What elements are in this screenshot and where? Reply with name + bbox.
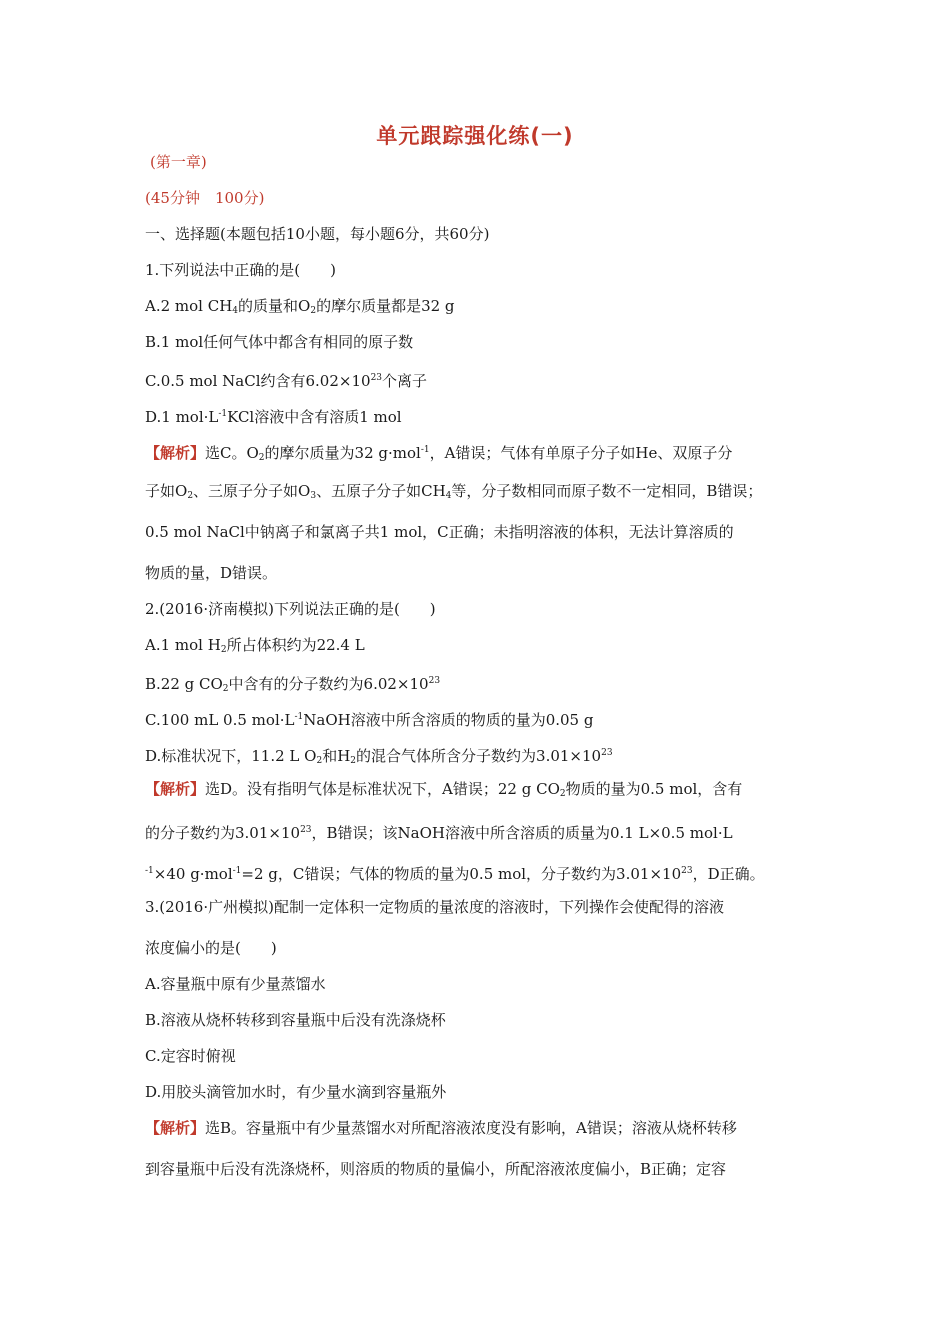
- time-score-label: (45分钟 100分): [145, 189, 265, 207]
- question-1-option-b: B.1 mol任何气体中都含有相同的原子数: [145, 333, 414, 351]
- question-1-explanation-line-3: 0.5 mol NaCl中钠离子和氯离子共1 mol，C正确；未指明溶液的体积，无法计算溶质的: [145, 523, 734, 541]
- page-title: 单元跟踪强化练(一): [376, 124, 574, 148]
- chapter-label: (第一章): [150, 153, 207, 171]
- question-2-explanation-line-3: $^{-1}$×40 g·mol$^{-1}$=2 g，C错误；气体的物质的量为0.5 mol，分子数约为$3.01\times 10^{23}$，D正确。: [145, 865, 765, 883]
- question-2-option-a: A.1 mol $H_2$所占体积约为22.4 L: [145, 636, 365, 655]
- question-3-option-c: C.定容时俯视: [145, 1047, 236, 1065]
- explanation-tag: 【解析】: [145, 780, 206, 798]
- question-3-explanation-line-1: 【解析】选B。容量瓶中有少量蒸馏水对所配溶液浓度没有影响，A错误；溶液从烧杯转移: [145, 1119, 737, 1137]
- question-3-option-a: A.容量瓶中原有少量蒸馏水: [145, 975, 326, 993]
- question-1-option-d: D.1 $mol\cdot L^{-1}KCl$溶液中含有溶质1 mol: [145, 408, 402, 426]
- question-3-option-d: D.用胶头滴管加水时，有少量水滴到容量瓶外: [145, 1083, 447, 1101]
- question-3-option-b: B.溶液从烧杯转移到容量瓶中后没有洗涤烧杯: [145, 1011, 446, 1029]
- question-3-stem-line-2: 浓度偏小的是( ): [145, 939, 277, 957]
- question-1-option-c: C.0.5 mol NaCl约含有$6.02\times 10^{23}$个离子: [145, 372, 428, 390]
- question-1-explanation-line-4: 物质的量，D错误。: [145, 564, 278, 582]
- question-2-option-b: B.22 g $CO_2$中含有的分子数约为$6.02\times 10^{23}$: [145, 675, 441, 694]
- question-1-stem: 1.下列说法中正确的是( ): [145, 261, 337, 279]
- question-2-explanation-line-1: 【解析】选D。没有指明气体是标准状况下，A错误；22 g $CO_2$物质的量为0.5 mol，含有: [145, 780, 743, 799]
- question-1-explanation-line-1: 【解析】选C。$O_2$的摩尔质量为32 g·mol$^{-1}$，A错误；气体有单原子分子如He、双原子分: [145, 444, 733, 463]
- question-2-explanation-line-2: 的分子数约为$3.01\times 10^{23}$，B错误；该NaOH溶液中所含溶质的质量为0.1 L×0.5 mol·L: [145, 824, 733, 842]
- question-3-explanation-line-2: 到容量瓶中后没有洗涤烧杯，则溶质的物质的量偏小，所配溶液浓度偏小，B正确；定容: [145, 1160, 727, 1178]
- question-3-stem-line-1: 3.(2016·广州模拟)配制一定体积一定物质的量浓度的溶液时，下列操作会使配得的溶液: [145, 898, 724, 916]
- question-1-explanation-line-2: 子如$O_2$、三原子分子如$O_3$、五原子分子如$CH_4$等，分子数相同而原子数不一定相同，B错误；: [145, 482, 763, 501]
- question-2-stem: 2.(2016·济南模拟)下列说法正确的是( ): [145, 600, 436, 618]
- question-1-option-a: A.2 mol $CH_4$的质量和$O_2$的摩尔质量都是32 g: [145, 297, 455, 316]
- question-2-option-c: C.100 mL 0.5 $mol\cdot L^{-1}NaOH$溶液中所含溶质的物质的量为0.05 g: [145, 711, 594, 729]
- explanation-tag: 【解析】: [145, 1119, 206, 1137]
- question-2-option-d: D.标准状况下，11.2 L $O_2$和$H_2$的混合气体所含分子数约为$3.01\times 10^{23}$: [145, 747, 613, 766]
- section-heading: 一、选择题(本题包括10小题，每小题6分，共60分): [145, 225, 490, 243]
- explanation-tag: 【解析】: [145, 444, 206, 462]
